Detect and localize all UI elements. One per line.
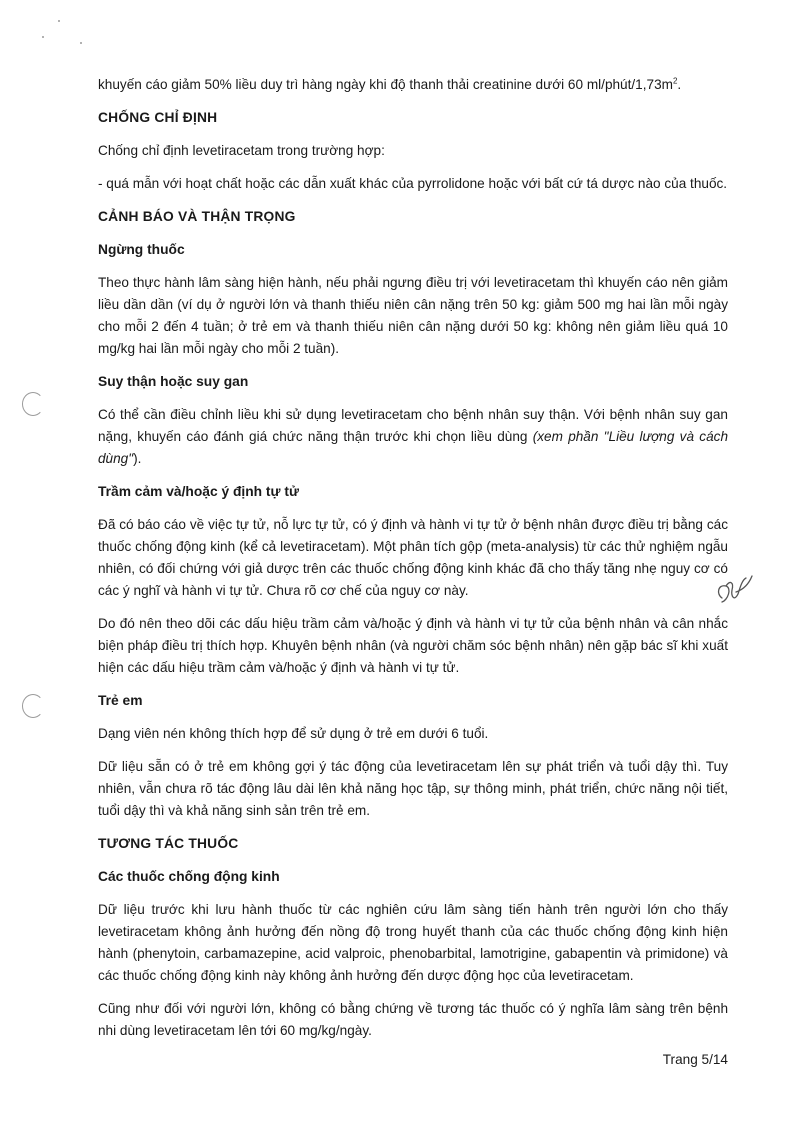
paragraph-discontinuation: Theo thực hành lâm sàng hiện hành, nếu phải ngưng điều trị với levetiracetam thì khuyến cáo nên giảm liều dần dần (ví dụ ở người lớn và thanh thiếu niên cân nặng trên 50 kg: giảm 500 mg hai lần mỗi ngày cho mỗi 2 đến 4 tuần; ở trẻ em và thanh thiếu niên cân nặng dưới 50 kg: không nên giảm liều quá 10 mg/kg hai lần mỗi ngày cho mỗi 2 tuần).: [98, 275, 728, 356]
subheading-depression-suicidality: Trầm cảm và/hoặc ý định tự tử: [98, 484, 299, 499]
subheading-antiepileptics: Các thuốc chống động kinh: [98, 869, 280, 884]
paragraph-pediatric-interactions: Cũng như đối với người lớn, không có bằng chứng về tương tác thuốc có ý nghĩa lâm sàng trên bệnh nhi dùng levetiracetam lên tới 60 mg/kg/ngày.: [98, 1001, 728, 1038]
paragraph-children-development: Dữ liệu sẵn có ở trẻ em không gợi ý tác động của levetiracetam lên sự phát triển và tuổi dậy thì. Tuy nhiên, vẫn chưa rõ tác động lâu dài lên khả năng học tập, sự thông minh, phát triển, chức năng nội tiết, tuổi dậy thì và khả năng sinh sản trên trẻ em.: [98, 759, 728, 818]
subheading-children: Trẻ em: [98, 693, 143, 708]
document-body: [98, 74, 728, 1053]
paragraph-dosing-renal: khuyến cáo giảm 50% liều duy trì hàng ngày khi độ thanh thải creatinine dưới 60 $ml/phút/1,73m^2$.: [98, 76, 682, 92]
punch-hole-top: [22, 392, 44, 416]
paragraph-contraindications-intro: Chống chỉ định levetiracetam trong trường hợp:: [98, 143, 385, 158]
paragraph-suicidality-monitoring: Do đó nên theo dõi các dấu hiệu trầm cảm và/hoặc ý định và hành vi tự tử của bệnh nhân và cân nhắc biện pháp điều trị thích hợp. Khuyên bệnh nhân (và người chăm sóc bệnh nhân) nên gặp bác sĩ khi xuất hiện các dấu hiệu trầm cảm và/hoặc ý định và hành vi tự tử.: [98, 616, 728, 675]
heading-drug-interactions: TƯƠNG TÁC THUỐC: [98, 836, 239, 851]
paragraph-children-tablet: Dạng viên nén không thích hợp để sử dụng ở trẻ em dưới 6 tuổi.: [98, 726, 489, 741]
heading-warnings-precautions: CẢNH BÁO VÀ THẬN TRỌNG: [98, 209, 296, 224]
heading-contraindications: CHỐNG CHỈ ĐỊNH: [98, 110, 218, 125]
paragraph-suicidality-reports: Đã có báo cáo về việc tự tử, nỗ lực tự tử, có ý định và hành vi tự tử ở bệnh nhân được điều trị bằng các thuốc chống động kinh (kể cả levetiracetam). Một phân tích gộp (meta-analysis) từ các thử nghiệm ngẫu nhiên, có đối chứng với giả dược trên các thuốc chống động kinh khác đã cho thấy tăng nhẹ nguy cơ có các ý nghĩ và hành vi tự tử. Chưa rõ cơ chế của nguy cơ này.: [98, 517, 728, 598]
punch-hole-bottom: [22, 694, 44, 718]
paragraph-hypersensitivity: - quá mẫn với hoạt chất hoặc các dẫn xuất khác của pyrrolidone hoặc với bất cứ tá dược nào của thuốc.: [98, 176, 728, 191]
subheading-renal-hepatic: Suy thận hoặc suy gan: [98, 374, 249, 389]
paragraph-antiepileptic-interactions: Dữ liệu trước khi lưu hành thuốc từ các nghiên cứu lâm sàng tiến hành trên người lớn cho thấy levetiracetam không ảnh hưởng đến nồng độ trong huyết thanh của các thuốc chống động kinh hiện hành (phenytoin, carbamazepine, acid valproic, phenobarbital, lamotrigine, gabapentin và primidone) và các thuốc chống động kinh này không ảnh hưởng đến dược động học của levetiracetam.: [98, 902, 728, 983]
page-number: Trang 5/14: [662, 1052, 728, 1067]
paragraph-renal-hepatic: Có thể cần điều chỉnh liều khi sử dụng levetiracetam cho bệnh nhân suy thận. Với bệnh nhân suy gan nặng, khuyến cáo đánh giá chức năng thận trước khi chọn liều dùng (xem phần "Liều lượng và cách dùng").: [98, 407, 729, 466]
subheading-discontinuation: Ngừng thuốc: [98, 242, 185, 257]
